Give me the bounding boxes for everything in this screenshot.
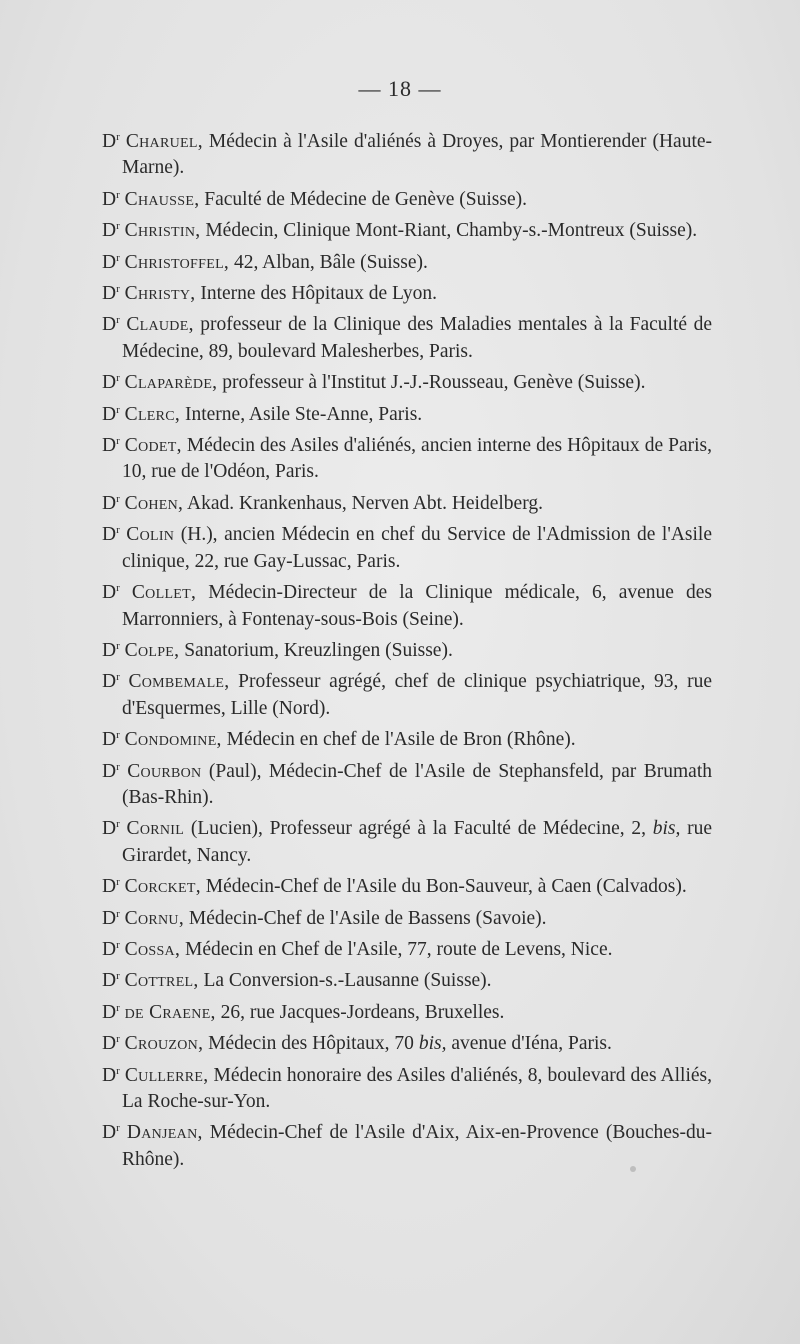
entry-name: Clerc, — [124, 403, 181, 425]
entry-name: Claparède, — [124, 372, 218, 394]
directory-entry — [102, 182, 712, 213]
entry-name: Corcket, — [124, 876, 201, 898]
paper-speck — [630, 1166, 636, 1172]
title-abbrev: $D^r$ — [102, 372, 120, 394]
entry-text: (Lucien), Professeur agrégé à la Faculté de Médecine, 2, — [184, 818, 653, 840]
title-abbrev: $D^r$ — [102, 403, 120, 425]
title-abbrev: $D^r$ — [102, 1064, 120, 1086]
entry-text: Faculté de Médecine de Genève (Suisse). — [199, 188, 527, 210]
entry-name: Claude, — [126, 314, 194, 336]
entry-text: 42, Alban, Bâle (Suisse). — [229, 251, 428, 273]
entry-text: professeur à l'Institut J.-J.-Rousseau, Genève (Suisse). — [217, 372, 646, 394]
directory-entry — [102, 932, 712, 963]
entry-text: La Conversion-s.-Lausanne (Suisse). — [198, 970, 492, 992]
title-abbrev: $D^r$ — [102, 729, 120, 751]
entry-text: Médecin-Chef de l'Asile d'Aix, Aix-en-Provence (Bouches-du-Rhône). — [122, 1122, 712, 1170]
entry-text: Médecin, Clinique Mont-Riant, Chamby-s.-Montreux (Suisse). — [200, 220, 698, 242]
entry-text: Médecin des Asiles d'aliénés, ancien interne des Hôpitaux de Paris, 10, rue de l'Odéon, Paris. — [122, 435, 712, 483]
entry-text-continued: avenue d'Iéna, Paris. — [446, 1033, 612, 1055]
entry-name: Cottrel, — [124, 970, 199, 992]
directory-entry — [102, 428, 712, 486]
title-abbrev: $D^r$ — [102, 283, 120, 305]
directory-entry — [102, 811, 712, 869]
title-abbrev: $D^r$ — [102, 188, 120, 210]
entry-text: Interne, Asile Ste-Anne, Paris. — [180, 403, 423, 425]
directory-entry — [102, 575, 712, 633]
directory-entry — [102, 397, 712, 428]
directory-entry — [102, 963, 712, 994]
entry-italic: bis, — [418, 1033, 447, 1055]
entry-name: Chausse, — [124, 188, 200, 210]
entry-name: Cullerre, — [124, 1064, 209, 1086]
title-abbrev: $D^r$ — [102, 131, 120, 152]
directory-entry — [102, 754, 712, 812]
title-abbrev: $D^r$ — [102, 970, 120, 992]
entry-name: Cohen, — [124, 492, 184, 514]
entry-text: Professeur agrégé, chef de clinique psychiatrique, 93, rue d'Esquermes, Lille (Nord). — [122, 671, 713, 719]
entry-name: Crouzon, — [124, 1033, 204, 1055]
directory-entry — [102, 664, 712, 722]
directory-entry — [102, 124, 712, 182]
entry-name: Christin, — [124, 220, 201, 242]
title-abbrev: $D^r$ — [102, 671, 120, 693]
entry-name: de Craene, — [124, 1001, 216, 1023]
title-abbrev: $D^r$ — [102, 251, 120, 273]
entry-name: Charuel, — [125, 131, 203, 152]
entry-text: Médecin-Directeur de la Clinique médicale, 6, avenue des Marronniers, à Fontenay-sous-Bois (Seine). — [122, 582, 713, 630]
title-abbrev: $D^r$ — [102, 1033, 120, 1055]
entry-text: (Paul), Médecin-Chef de l'Asile de Stephansfeld, par Brumath (Bas-Rhin). — [122, 760, 712, 808]
directory-entry — [102, 869, 712, 900]
directory-entry — [102, 517, 712, 575]
entry-text: Médecin honoraire des Asiles d'aliénés, 8, boulevard des Alliés, La Roche-sur-Yon. — [122, 1064, 713, 1112]
entry-name: Collet, — [131, 582, 197, 604]
entry-text: 26, rue Jacques-Jordeans, Bruxelles. — [215, 1001, 505, 1023]
title-abbrev: $D^r$ — [102, 938, 120, 960]
directory-entry — [102, 1058, 712, 1116]
title-abbrev: $D^r$ — [102, 907, 120, 929]
entry-name: Combemale, — [128, 671, 230, 693]
entry-name: Courbon — [127, 760, 202, 782]
title-abbrev: $D^r$ — [102, 876, 120, 898]
page-number: — 18 — — [358, 76, 442, 101]
entry-text: Médecin-Chef de l'Asile de Bassens (Savoie). — [184, 907, 547, 929]
entry-name: Colin — [126, 524, 175, 546]
entry-text: (H.), ancien Médecin en chef du Service de l'Admission de l'Asile clinique, 22, rue Gay-Lussac, Paris. — [122, 524, 713, 572]
entry-italic: bis, — [652, 818, 681, 840]
directory-entry — [102, 213, 712, 244]
title-abbrev: $D^r$ — [102, 492, 120, 514]
directory-entry — [102, 1026, 712, 1057]
directory-entry — [102, 307, 712, 365]
title-abbrev: $D^r$ — [102, 524, 120, 546]
directory-entry — [102, 486, 712, 517]
directory-entry — [102, 901, 712, 932]
entry-text: Médecin-Chef de l'Asile du Bon-Sauveur, à Caen (Calvados). — [200, 876, 687, 898]
entry-name: Danjean, — [126, 1122, 203, 1144]
entry-text: Sanatorium, Kreuzlingen (Suisse). — [179, 639, 453, 661]
directory-entry — [102, 245, 712, 276]
title-abbrev: $D^r$ — [102, 1122, 120, 1144]
entry-name: Condomine, — [124, 729, 222, 751]
title-abbrev: $D^r$ — [102, 818, 120, 840]
entry-name: Christy, — [124, 283, 196, 305]
entry-text-continued: rue Girardet, Nancy. — [122, 818, 713, 866]
entry-text: Médecin des Hôpitaux, 70 — [203, 1033, 419, 1055]
title-abbrev: $D^r$ — [102, 220, 120, 242]
entry-name: Cornu, — [124, 907, 184, 929]
directory-entry — [102, 276, 712, 307]
entry-name: Codet, — [124, 435, 182, 457]
entry-text: professeur de la Clinique des Maladies mentales à la Faculté de Médecine, 89, boulevard Malesherbes, Paris. — [122, 314, 713, 362]
title-abbrev: $D^r$ — [102, 639, 120, 661]
directory-entry — [102, 633, 712, 664]
directory-entry — [102, 722, 712, 753]
directory-entry — [102, 365, 712, 396]
title-abbrev: $D^r$ — [102, 760, 120, 782]
directory-list — [102, 124, 712, 1173]
entry-text: Médecin à l'Asile d'aliénés à Droyes, par Montierender (Haute-Marne). — [122, 131, 713, 179]
title-abbrev: $D^r$ — [102, 435, 120, 457]
directory-entry — [102, 995, 712, 1026]
entry-name: Colpe, — [124, 639, 180, 661]
entry-text: Médecin en Chef de l'Asile, 77, route de Levens, Nice. — [180, 938, 613, 960]
entry-name: Cornil — [126, 818, 185, 840]
title-abbrev: $D^r$ — [102, 314, 120, 336]
entry-text: Interne des Hôpitaux de Lyon. — [195, 283, 438, 305]
entry-name: Cossa, — [124, 938, 181, 960]
entry-text: Médecin en chef de l'Asile de Bron (Rhône). — [221, 729, 576, 751]
directory-entry — [102, 1115, 712, 1173]
title-abbrev: $D^r$ — [102, 582, 120, 604]
entry-name: Christoffel, — [124, 251, 230, 273]
entry-text: Akad. Krankenhaus, Nerven Abt. Heidelberg. — [183, 492, 543, 514]
title-abbrev: $D^r$ — [102, 1001, 120, 1023]
